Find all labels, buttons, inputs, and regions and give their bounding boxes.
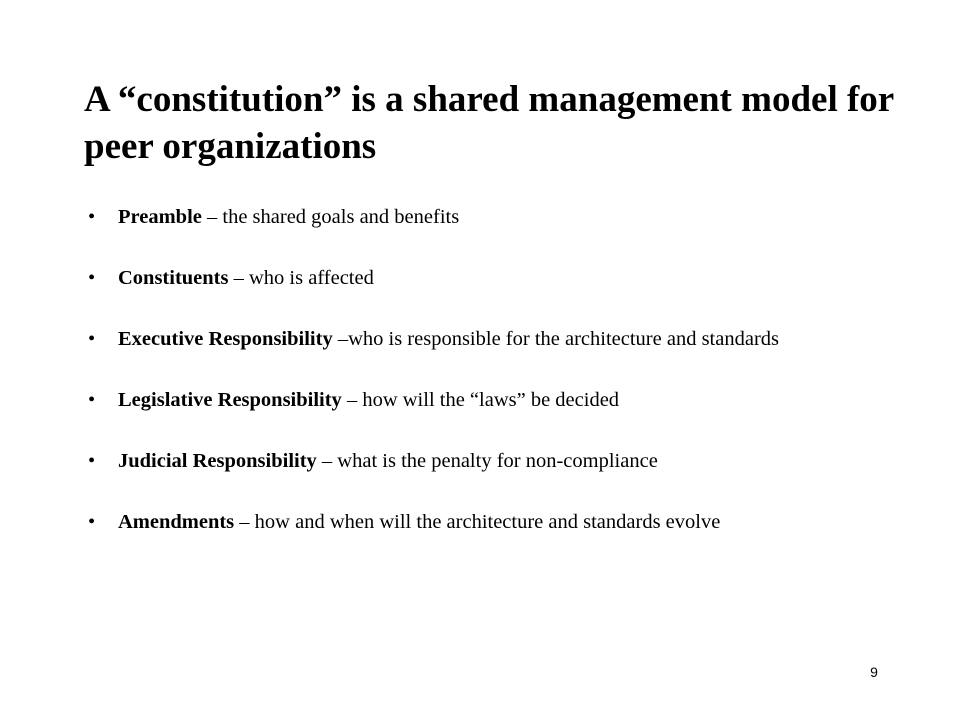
bullet-term: Judicial Responsibility bbox=[118, 450, 317, 472]
bullet-term: Constituents bbox=[118, 267, 229, 289]
bullet-icon: • bbox=[88, 267, 96, 289]
bullet-item-executive-responsibility bbox=[84, 327, 884, 351]
bullet-item-preamble bbox=[84, 205, 884, 229]
bullet-text: –who is responsible for the architecture and standards bbox=[332, 328, 780, 350]
bullet-item-amendments bbox=[84, 510, 884, 534]
bullet-item-legislative-responsibility bbox=[84, 388, 884, 412]
bullet-text: – how and when will the architecture and standards evolve bbox=[234, 511, 721, 533]
bullet-icon: • bbox=[88, 206, 96, 228]
bullet-term: Executive Responsibility bbox=[118, 328, 333, 350]
bullet-item-constituents bbox=[84, 266, 884, 290]
page-number: 9 bbox=[870, 664, 878, 680]
bullet-term: Legislative Responsibility bbox=[118, 389, 342, 411]
bullet-term: Amendments bbox=[118, 511, 235, 533]
bullet-icon: • bbox=[88, 450, 96, 472]
slide-title: A “constitution” is a shared management model for peer organizations bbox=[84, 79, 894, 167]
bullet-text: – who is affected bbox=[228, 267, 374, 289]
bullet-icon: • bbox=[88, 389, 96, 411]
bullet-text: – what is the penalty for non-compliance bbox=[316, 450, 658, 472]
bullet-list bbox=[84, 205, 884, 534]
bullet-icon: • bbox=[88, 511, 96, 533]
bullet-icon: • bbox=[88, 328, 96, 350]
bullet-item-judicial-responsibility bbox=[84, 449, 884, 473]
bullet-term: Preamble bbox=[118, 206, 202, 228]
bullet-text: – the shared goals and benefits bbox=[201, 206, 460, 228]
bullet-text: – how will the “laws” be decided bbox=[341, 389, 620, 411]
